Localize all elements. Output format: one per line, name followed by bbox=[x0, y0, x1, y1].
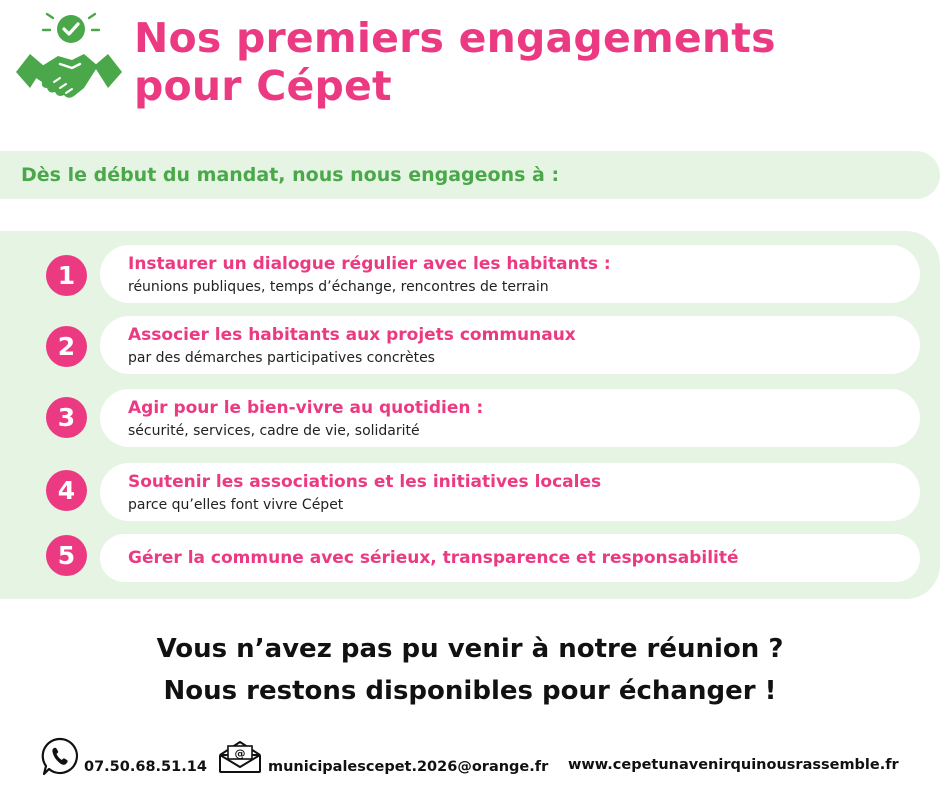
commitment-title: Instaurer un dialogue régulier avec les habitants : bbox=[128, 254, 611, 274]
commitment-number-4: 4 bbox=[46, 470, 87, 511]
commitment-subtitle: réunions publiques, temps d’échange, rencontres de terrain bbox=[128, 279, 549, 295]
contact-email[interactable]: municipalescepet.2026@orange.fr bbox=[268, 759, 549, 775]
commitment-title: Gérer la commune avec sérieux, transparence et responsabilité bbox=[128, 548, 739, 568]
commitment-title: Soutenir les associations et les initiatives locales bbox=[128, 472, 602, 492]
commitment-card-2 bbox=[100, 316, 920, 374]
commitment-subtitle: par des démarches participatives concrètes bbox=[128, 350, 435, 366]
commitment-title: Agir pour le bien-vivre au quotidien : bbox=[128, 398, 484, 418]
commitment-title: Associer les habitants aux projets communaux bbox=[128, 325, 576, 345]
commitment-card-5 bbox=[100, 534, 920, 582]
contact-website[interactable]: www.cepetunavenirquinousrassemble.fr bbox=[568, 757, 899, 773]
title-line-1: Nos premiers engagements bbox=[134, 14, 776, 62]
commitment-number-5: 5 bbox=[46, 535, 87, 576]
commitment-card-3 bbox=[100, 389, 920, 447]
title-line-2: pour Cépet bbox=[134, 62, 392, 110]
commitment-subtitle: parce qu’elles font vivre Cépet bbox=[128, 497, 344, 513]
commitment-number-3: 3 bbox=[46, 397, 87, 438]
cta-line-2: Nous restons disponibles pour échanger ! bbox=[163, 676, 777, 706]
intro-text: Dès le début du mandat, nous nous engageons à : bbox=[21, 164, 560, 186]
commitment-number-1: 1 bbox=[46, 255, 87, 296]
page-title bbox=[134, 14, 914, 110]
commitment-card-1 bbox=[100, 245, 920, 303]
commitment-number-2: 2 bbox=[46, 326, 87, 367]
contact-phone[interactable]: 07.50.68.51.14 bbox=[84, 759, 207, 775]
envelope-icon bbox=[217, 740, 263, 774]
cta-line-1: Vous n’avez pas pu venir à notre réunion ? bbox=[156, 634, 784, 664]
commitment-card-4 bbox=[100, 463, 920, 521]
commitment-subtitle: sécurité, services, cadre de vie, solidarité bbox=[128, 423, 420, 439]
svg-text:@: @ bbox=[234, 747, 246, 760]
phone-icon bbox=[40, 736, 80, 776]
handshake-check-logo bbox=[14, 10, 124, 120]
